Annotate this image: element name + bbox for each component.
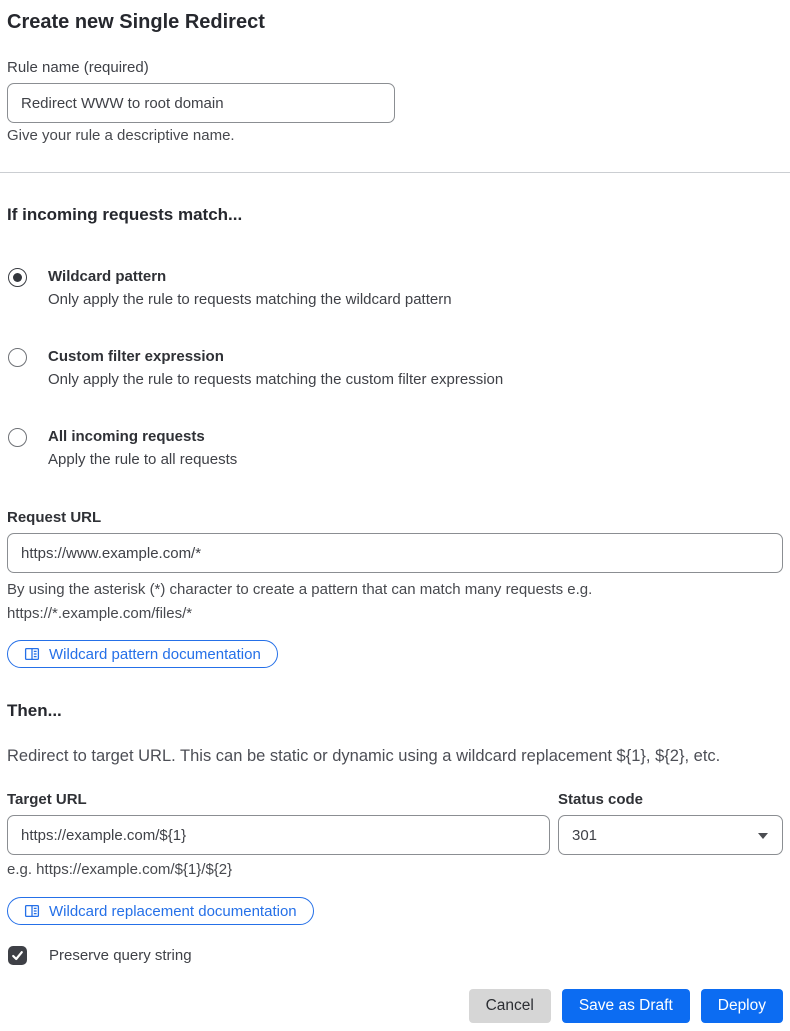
- target-url-help: e.g. https://example.com/${1}/${2}: [7, 861, 233, 878]
- request-url-label: Request URL: [7, 509, 102, 526]
- status-code-label: Status code: [558, 791, 644, 808]
- target-url-status-row: [7, 791, 783, 855]
- form-footer: [7, 989, 783, 1023]
- match-section-heading: If incoming requests match...: [7, 205, 243, 224]
- target-url-input[interactable]: [7, 815, 550, 855]
- radio-dot: [13, 273, 22, 282]
- match-options-group: [7, 267, 783, 470]
- status-code-value: 301: [572, 826, 598, 844]
- doc-button-label: Wildcard pattern documentation: [49, 645, 261, 663]
- page-title: Create new Single Redirect: [7, 11, 265, 33]
- option-text: [48, 347, 503, 390]
- radio-option-all-incoming-requests[interactable]: [7, 427, 783, 470]
- radio-option-description: Only apply the rule to requests matching the custom filter expression: [48, 371, 504, 388]
- rule-name-label: Rule name (required): [7, 59, 149, 76]
- option-text: [48, 427, 237, 470]
- radio-option-label[interactable]: All incoming requests: [48, 428, 205, 445]
- radio-option-description: Only apply the rule to requests matching the wildcard pattern: [48, 291, 452, 308]
- book-icon: [24, 646, 40, 662]
- preserve-query-string-checkbox[interactable]: [8, 946, 27, 965]
- request-url-input[interactable]: [7, 533, 783, 573]
- chevron-down-icon: [758, 833, 768, 839]
- status-code-select[interactable]: [558, 815, 783, 855]
- request-url-help-line-1: By using the asterisk (*) character to create a pattern that can match many requests e.g.: [7, 581, 593, 598]
- cancel-button[interactable]: Cancel: [469, 989, 551, 1023]
- preserve-query-string-label[interactable]: Preserve query string: [49, 947, 192, 964]
- check-icon: [11, 949, 24, 962]
- request-url-help-line-2: https://*.example.com/files/*: [7, 605, 193, 622]
- status-code-field: [558, 791, 783, 855]
- rule-name-help: Give your rule a descriptive name.: [7, 127, 235, 144]
- radio-wildcard-pattern[interactable]: [8, 268, 27, 287]
- radio-option-label[interactable]: Wildcard pattern: [48, 268, 167, 285]
- section-divider: [0, 172, 790, 173]
- doc-button-label: Wildcard replacement documentation: [49, 902, 297, 920]
- then-section-description: Redirect to target URL. This can be static or dynamic using a wildcard replacement ${1}, ${2}, etc.: [7, 747, 721, 765]
- radio-option-wildcard-pattern[interactable]: [7, 267, 783, 310]
- preserve-query-string-row[interactable]: [7, 946, 783, 965]
- save-as-draft-button[interactable]: Save as Draft: [562, 989, 690, 1023]
- then-section-heading: Then...: [7, 701, 62, 720]
- target-url-label: Target URL: [7, 791, 87, 808]
- radio-all-incoming-requests[interactable]: [8, 428, 27, 447]
- radio-option-custom-filter-expression[interactable]: [7, 347, 783, 390]
- option-text: [48, 267, 452, 310]
- wildcard-replacement-documentation-button[interactable]: [7, 897, 314, 925]
- target-url-field: [7, 791, 550, 855]
- radio-custom-filter-expression[interactable]: [8, 348, 27, 367]
- deploy-button[interactable]: Deploy: [701, 989, 783, 1023]
- radio-option-description: Apply the rule to all requests: [48, 451, 238, 468]
- book-icon: [24, 903, 40, 919]
- request-url-help: [7, 578, 783, 626]
- wildcard-pattern-documentation-button[interactable]: [7, 640, 278, 668]
- rule-name-input[interactable]: [7, 83, 395, 123]
- radio-option-label[interactable]: Custom filter expression: [48, 348, 224, 365]
